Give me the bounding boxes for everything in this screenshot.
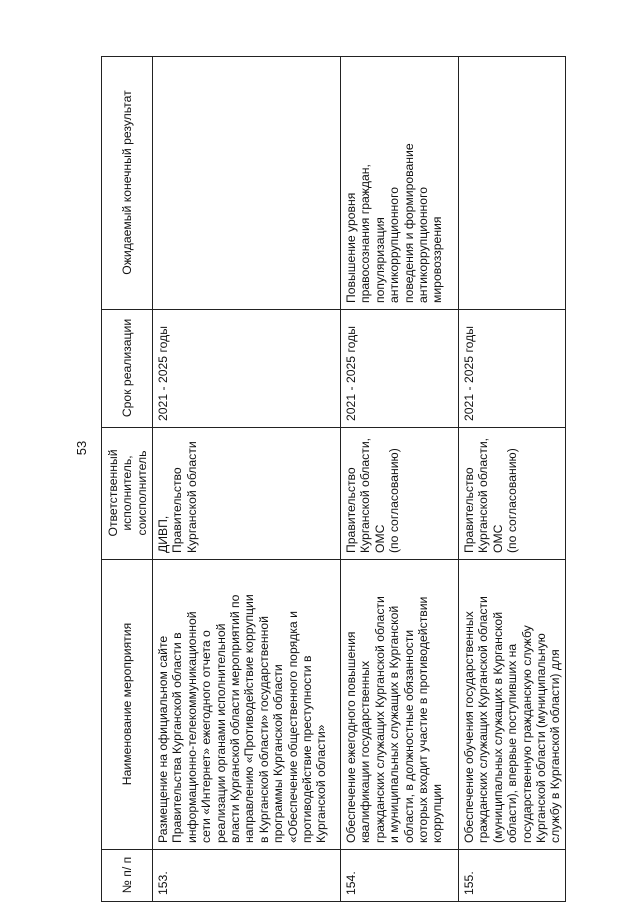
row-number: 153. (153, 850, 341, 902)
header-measure: Наименование мероприятия (102, 560, 153, 850)
table-header-row (102, 57, 153, 902)
row-result (459, 57, 566, 310)
row-number: 154. (341, 850, 459, 902)
table-row (341, 57, 459, 902)
row-term: 2021 - 2025 годы (153, 310, 341, 428)
table-row (153, 57, 341, 902)
header-term: Срок реализации (102, 310, 153, 428)
page-number: 53 (74, 440, 89, 456)
row-executor: Правительство Курганской области, ОМС (по согласованию) (459, 428, 566, 560)
rotated-table-container (101, 57, 563, 902)
row-result (153, 57, 341, 310)
measures-table (101, 56, 566, 902)
row-measure: Размещение на официальном сайте Правительства Курганской области в информационно-телекоммуникационной сети «Интернет» ежегодного отчета о реализации органами исполнительной власти Курганской области мероприятий по направлению «Противодействие коррупции в Курганской области» государственной программы Курганской области «Обеспечение общественного порядка и противодействие преступности в Курганской области» (153, 560, 341, 850)
header-result: Ожидаемый конечный результат (102, 57, 153, 310)
row-executor: ДИВП, Правительство Курганской области (153, 428, 341, 560)
row-measure: Обеспечение обучения государственных гражданских служащих Курганской области (муниципальных служащих в Курганской области), впервые поступивших на государственную гражданскую службу Курганской области (муниципальную службу в Курганской области) для (459, 560, 566, 850)
row-measure: Обеспечение ежегодного повышения квалификации государственных гражданских служащих Курганской области и муниципальных служащих в Курганской области, в должностные обязанности которых входит участие в противодействии коррупции (341, 560, 459, 850)
table-row (459, 57, 566, 902)
header-executor: Ответственный исполнитель, соисполнитель (102, 428, 153, 560)
row-result: Повышение уровня правосознания граждан, популяризация антикоррупционного поведения и формирование антикоррупционного мировоззрения (341, 57, 459, 310)
row-term: 2021 - 2025 годы (341, 310, 459, 428)
row-executor: Правительство Курганской области, ОМС (по согласованию) (341, 428, 459, 560)
header-number: № п/ п (102, 850, 153, 902)
row-number: 155. (459, 850, 566, 902)
row-term: 2021 - 2025 годы (459, 310, 566, 428)
